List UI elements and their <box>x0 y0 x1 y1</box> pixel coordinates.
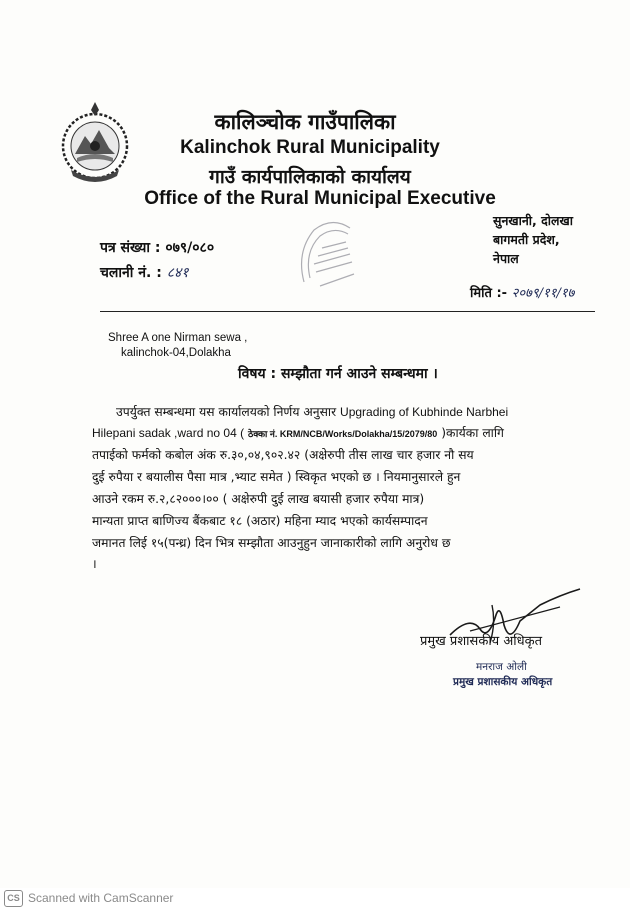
body-line <box>116 403 508 420</box>
municipality-name-en: Kalinchok Rural Municipality <box>180 137 440 158</box>
body-text: उपर्युक्त सम्बन्धमा यस कार्यालयको निर्णय अनुसार <box>116 405 337 419</box>
seal-officer-name: मनराज ओली <box>476 661 527 673</box>
header-divider <box>100 311 595 312</box>
municipality-name-np: कालिञ्चोक गाउँपालिका <box>214 110 396 134</box>
office-address <box>493 211 573 268</box>
address-line: बागमती प्रदेश, <box>493 232 560 247</box>
office-stamp-icon <box>292 212 372 298</box>
signatory-title: प्रमुख प्रशासकीय अधिकृत <box>420 634 543 649</box>
reference-number-value: ०७९/०८० <box>165 240 215 256</box>
seal-officer-title: प्रमुख प्रशासकीय अधिकृत <box>453 676 553 688</box>
reference-number-label: पत्र संख्या : <box>100 240 161 256</box>
office-name-np: गाउँ कार्यपालिकाको कार्यालय <box>209 166 411 188</box>
letter-date <box>470 283 574 301</box>
watermark-text: Scanned with CamScanner <box>28 891 174 905</box>
body-line: मान्यता प्राप्त बाणिज्य बैंकबाट १८ (अठार) महिना म्याद भएको कार्यसम्पादन <box>92 514 428 528</box>
contract-number: ठेक्का नं. KRM/NCB/Works/Dolakha/15/2079/80 <box>248 429 438 439</box>
body-text: Hilepani sadak ,ward no 04 ( <box>92 426 245 440</box>
dispatch-number-value: ८४१ <box>166 265 189 281</box>
body-text: )कार्यका लागि <box>441 426 504 440</box>
dispatch-number <box>100 263 189 282</box>
address-line: सुनखानी, दोलखा <box>493 213 573 228</box>
body-line: दुई रुपैया र बयालीस पैसा मात्र ,भ्याट समेत ) स्विकृत भएको छ । नियमानुसारले हुन <box>92 470 461 484</box>
reference-number <box>100 238 214 257</box>
scanner-watermark <box>4 889 173 907</box>
office-name-en: Office of the Rural Municipal Executive <box>144 188 496 209</box>
letter-subject: विषय : सम्झौता गर्न आउने सम्बन्धमा । <box>238 366 438 382</box>
camscanner-logo-icon: CS <box>4 890 23 907</box>
body-line: आउने रकम रु.२,८२०००।०० ( अक्षेरुपी दुई लाख बयासी हजार रुपैया मात्र) <box>92 492 425 506</box>
recipient-address: kalinchok-04,Dolakha <box>121 347 231 359</box>
dispatch-number-label: चलानी नं. : <box>100 265 162 281</box>
body-line <box>92 424 504 441</box>
body-line: । <box>92 557 97 571</box>
address-line: नेपाल <box>493 251 519 266</box>
date-value: २०७९/११/१७ <box>511 286 575 301</box>
body-text: Upgrading of Kubhinde Narbhei <box>340 405 509 419</box>
body-line: जमानत लिई १५(पन्ध्र) दिन भित्र सम्झौता आउनुहुन जानाकारीको लागि अनुरोध छ <box>92 536 451 550</box>
body-line: तपाईको फर्मको कबोल अंक रु.३०,०४,९०२.४२ (अक्षेरुपी तीस लाख चार हजार नौ सय <box>92 448 474 462</box>
recipient-name: Shree A one Nirman sewa , <box>108 332 248 344</box>
date-label: मिति :- <box>470 286 508 301</box>
